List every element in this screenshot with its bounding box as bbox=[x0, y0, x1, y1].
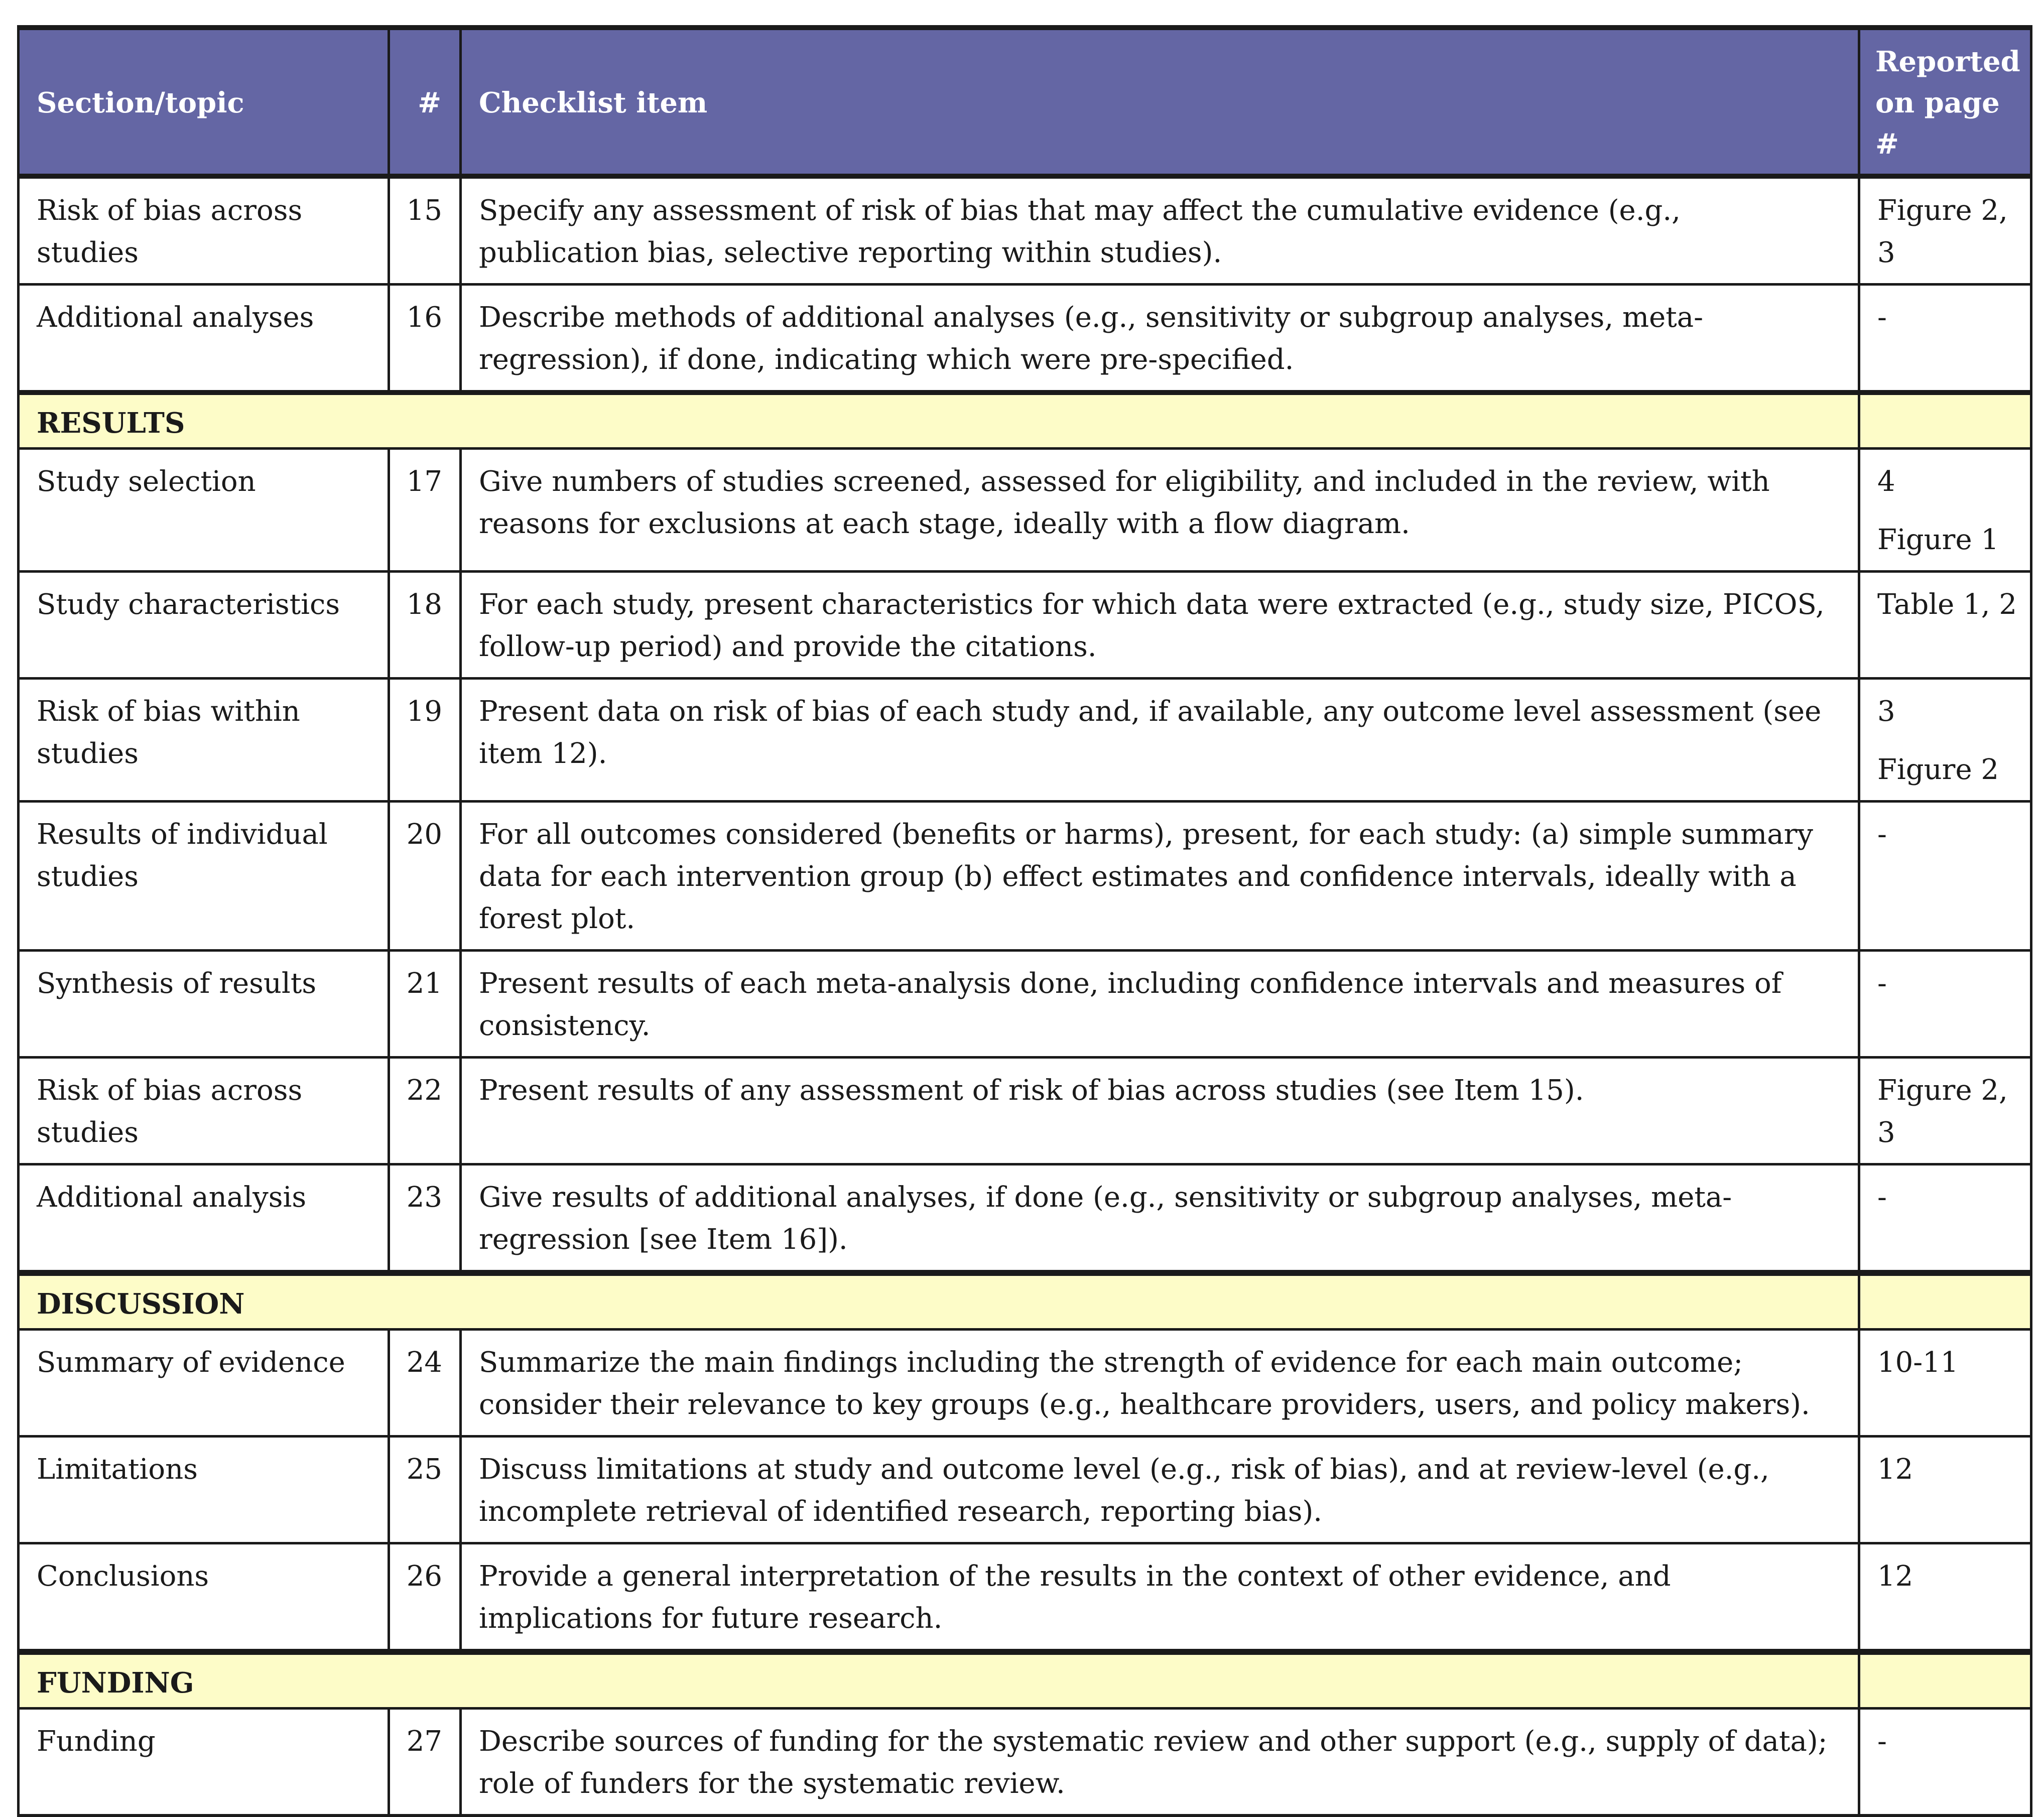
row-checklist-item: Give results of additional analyses, if done (e.g., sensitivity or subgroup analyses, meta-regression [see Item 16]). bbox=[461, 1164, 1859, 1273]
row-section-topic: Risk of bias across studies bbox=[19, 1058, 389, 1164]
row-checklist-item: Specify any assessment of risk of bias that may affect the cumulative evidence (e.g., publication bias, selective reporting within studies). bbox=[461, 176, 1859, 285]
page-reference: Figure 2, 3 bbox=[1877, 1074, 2008, 1149]
section-row-funding bbox=[19, 1652, 2031, 1709]
row-section-topic: Limitations bbox=[19, 1437, 389, 1543]
page-reference: 4 bbox=[1877, 465, 1895, 498]
row-checklist-item: Describe sources of funding for the systematic review and other support (e.g., supply of data); role of funders for the systematic review. bbox=[461, 1709, 1859, 1816]
table-row bbox=[19, 449, 2031, 572]
table-row bbox=[19, 1330, 2031, 1437]
row-checklist-item: Give numbers of studies screened, assessed for eligibility, and included in the review, with reasons for exclusions at each stage, ideally with a flow diagram. bbox=[461, 449, 1859, 572]
row-section-topic: Risk of bias within studies bbox=[19, 679, 389, 802]
row-reported-on-page bbox=[1859, 285, 2031, 393]
row-item-number: 16 bbox=[389, 285, 461, 393]
page-reference: - bbox=[1877, 967, 1887, 1000]
row-item-number: 24 bbox=[389, 1330, 461, 1437]
table-row bbox=[19, 1709, 2031, 1816]
row-item-number: 26 bbox=[389, 1543, 461, 1652]
section-blank-page-cell bbox=[1859, 1273, 2031, 1330]
row-item-number: 19 bbox=[389, 679, 461, 802]
row-reported-on-page bbox=[1859, 1330, 2031, 1437]
table-row bbox=[19, 1543, 2031, 1652]
table-row bbox=[19, 1164, 2031, 1273]
table-body bbox=[19, 176, 2031, 1815]
header-section-topic: Section/topic bbox=[19, 28, 389, 176]
row-section-topic: Additional analyses bbox=[19, 285, 389, 393]
row-item-number: 23 bbox=[389, 1164, 461, 1273]
prisma-checklist-table bbox=[17, 25, 2032, 1817]
section-heading-funding: FUNDING bbox=[19, 1652, 1859, 1709]
row-reported-on-page bbox=[1859, 1709, 2031, 1816]
section-row-discussion bbox=[19, 1273, 2031, 1330]
table-row bbox=[19, 285, 2031, 393]
table-row bbox=[19, 951, 2031, 1058]
row-section-topic: Summary of evidence bbox=[19, 1330, 389, 1437]
page-reference: - bbox=[1877, 1181, 1887, 1214]
row-checklist-item: Summarize the main findings including the strength of evidence for each main outcome; consider their relevance to key groups (e.g., healthcare providers, users, and policy makers). bbox=[461, 1330, 1859, 1437]
page-reference: Figure 2 bbox=[1877, 753, 1999, 786]
row-item-number: 20 bbox=[389, 802, 461, 951]
row-reported-on-page bbox=[1859, 679, 2031, 802]
row-section-topic: Study characteristics bbox=[19, 572, 389, 679]
page-reference: Figure 1 bbox=[1877, 524, 1999, 556]
row-checklist-item: Present data on risk of bias of each study and, if available, any outcome level assessment (see item 12). bbox=[461, 679, 1859, 802]
page-reference: - bbox=[1877, 818, 1887, 851]
row-reported-on-page bbox=[1859, 176, 2031, 285]
row-item-number: 25 bbox=[389, 1437, 461, 1543]
row-section-topic: Conclusions bbox=[19, 1543, 389, 1652]
section-blank-page-cell bbox=[1859, 1652, 2031, 1709]
row-reported-on-page bbox=[1859, 951, 2031, 1058]
row-section-topic: Additional analysis bbox=[19, 1164, 389, 1273]
header-reported-line1: Reported bbox=[1875, 45, 2020, 78]
page-reference: - bbox=[1877, 301, 1887, 334]
section-heading-results: RESULTS bbox=[19, 393, 1859, 449]
row-item-number: 21 bbox=[389, 951, 461, 1058]
page-reference: Table 1, 2 bbox=[1877, 588, 2017, 621]
table-row bbox=[19, 1437, 2031, 1543]
table-row bbox=[19, 1058, 2031, 1164]
row-item-number: 17 bbox=[389, 449, 461, 572]
page-reference: - bbox=[1877, 1725, 1887, 1758]
table-row bbox=[19, 802, 2031, 951]
row-checklist-item: For each study, present characteristics for which data were extracted (e.g., study size, PICOS, follow-up period) and provide the citations. bbox=[461, 572, 1859, 679]
header-checklist-item: Checklist item bbox=[461, 28, 1859, 176]
row-reported-on-page bbox=[1859, 572, 2031, 679]
table-row bbox=[19, 176, 2031, 285]
section-heading-discussion: DISCUSSION bbox=[19, 1273, 1859, 1330]
section-blank-page-cell bbox=[1859, 393, 2031, 449]
row-checklist-item: Present results of each meta-analysis done, including confidence intervals and measures of consistency. bbox=[461, 951, 1859, 1058]
row-checklist-item: For all outcomes considered (benefits or harms), present, for each study: (a) simple summary data for each intervention group (b) effect estimates and confidence intervals, ideally with a forest plot. bbox=[461, 802, 1859, 951]
page-reference: 12 bbox=[1877, 1453, 1913, 1486]
header-reported-on-page bbox=[1859, 28, 2031, 176]
header-item-number: # bbox=[389, 28, 461, 176]
row-reported-on-page bbox=[1859, 449, 2031, 572]
row-section-topic: Risk of bias across studies bbox=[19, 176, 389, 285]
page-reference: Figure 2, 3 bbox=[1877, 194, 2008, 269]
row-checklist-item: Discuss limitations at study and outcome level (e.g., risk of bias), and at review-level (e.g., incomplete retrieval of identified research, reporting bias). bbox=[461, 1437, 1859, 1543]
row-checklist-item: Provide a general interpretation of the results in the context of other evidence, and implications for future research. bbox=[461, 1543, 1859, 1652]
row-section-topic: Synthesis of results bbox=[19, 951, 389, 1058]
row-checklist-item: Describe methods of additional analyses (e.g., sensitivity or subgroup analyses, meta-regression), if done, indicating which were pre-specified. bbox=[461, 285, 1859, 393]
header-row bbox=[19, 28, 2031, 176]
row-section-topic: Study selection bbox=[19, 449, 389, 572]
row-reported-on-page bbox=[1859, 1164, 2031, 1273]
row-reported-on-page bbox=[1859, 802, 2031, 951]
header-reported-line2: on page # bbox=[1875, 86, 2000, 161]
row-checklist-item: Present results of any assessment of risk of bias across studies (see Item 15). bbox=[461, 1058, 1859, 1164]
row-item-number: 15 bbox=[389, 176, 461, 285]
page-reference: 3 bbox=[1877, 695, 1895, 728]
row-reported-on-page bbox=[1859, 1543, 2031, 1652]
row-reported-on-page bbox=[1859, 1058, 2031, 1164]
table-row bbox=[19, 679, 2031, 802]
row-item-number: 22 bbox=[389, 1058, 461, 1164]
page-reference: 12 bbox=[1877, 1560, 1913, 1593]
row-section-topic: Funding bbox=[19, 1709, 389, 1816]
row-section-topic: Results of individual studies bbox=[19, 802, 389, 951]
row-item-number: 18 bbox=[389, 572, 461, 679]
page-reference: 10-11 bbox=[1877, 1346, 1959, 1379]
table-row bbox=[19, 572, 2031, 679]
row-reported-on-page bbox=[1859, 1437, 2031, 1543]
row-item-number: 27 bbox=[389, 1709, 461, 1816]
section-row-results bbox=[19, 393, 2031, 449]
